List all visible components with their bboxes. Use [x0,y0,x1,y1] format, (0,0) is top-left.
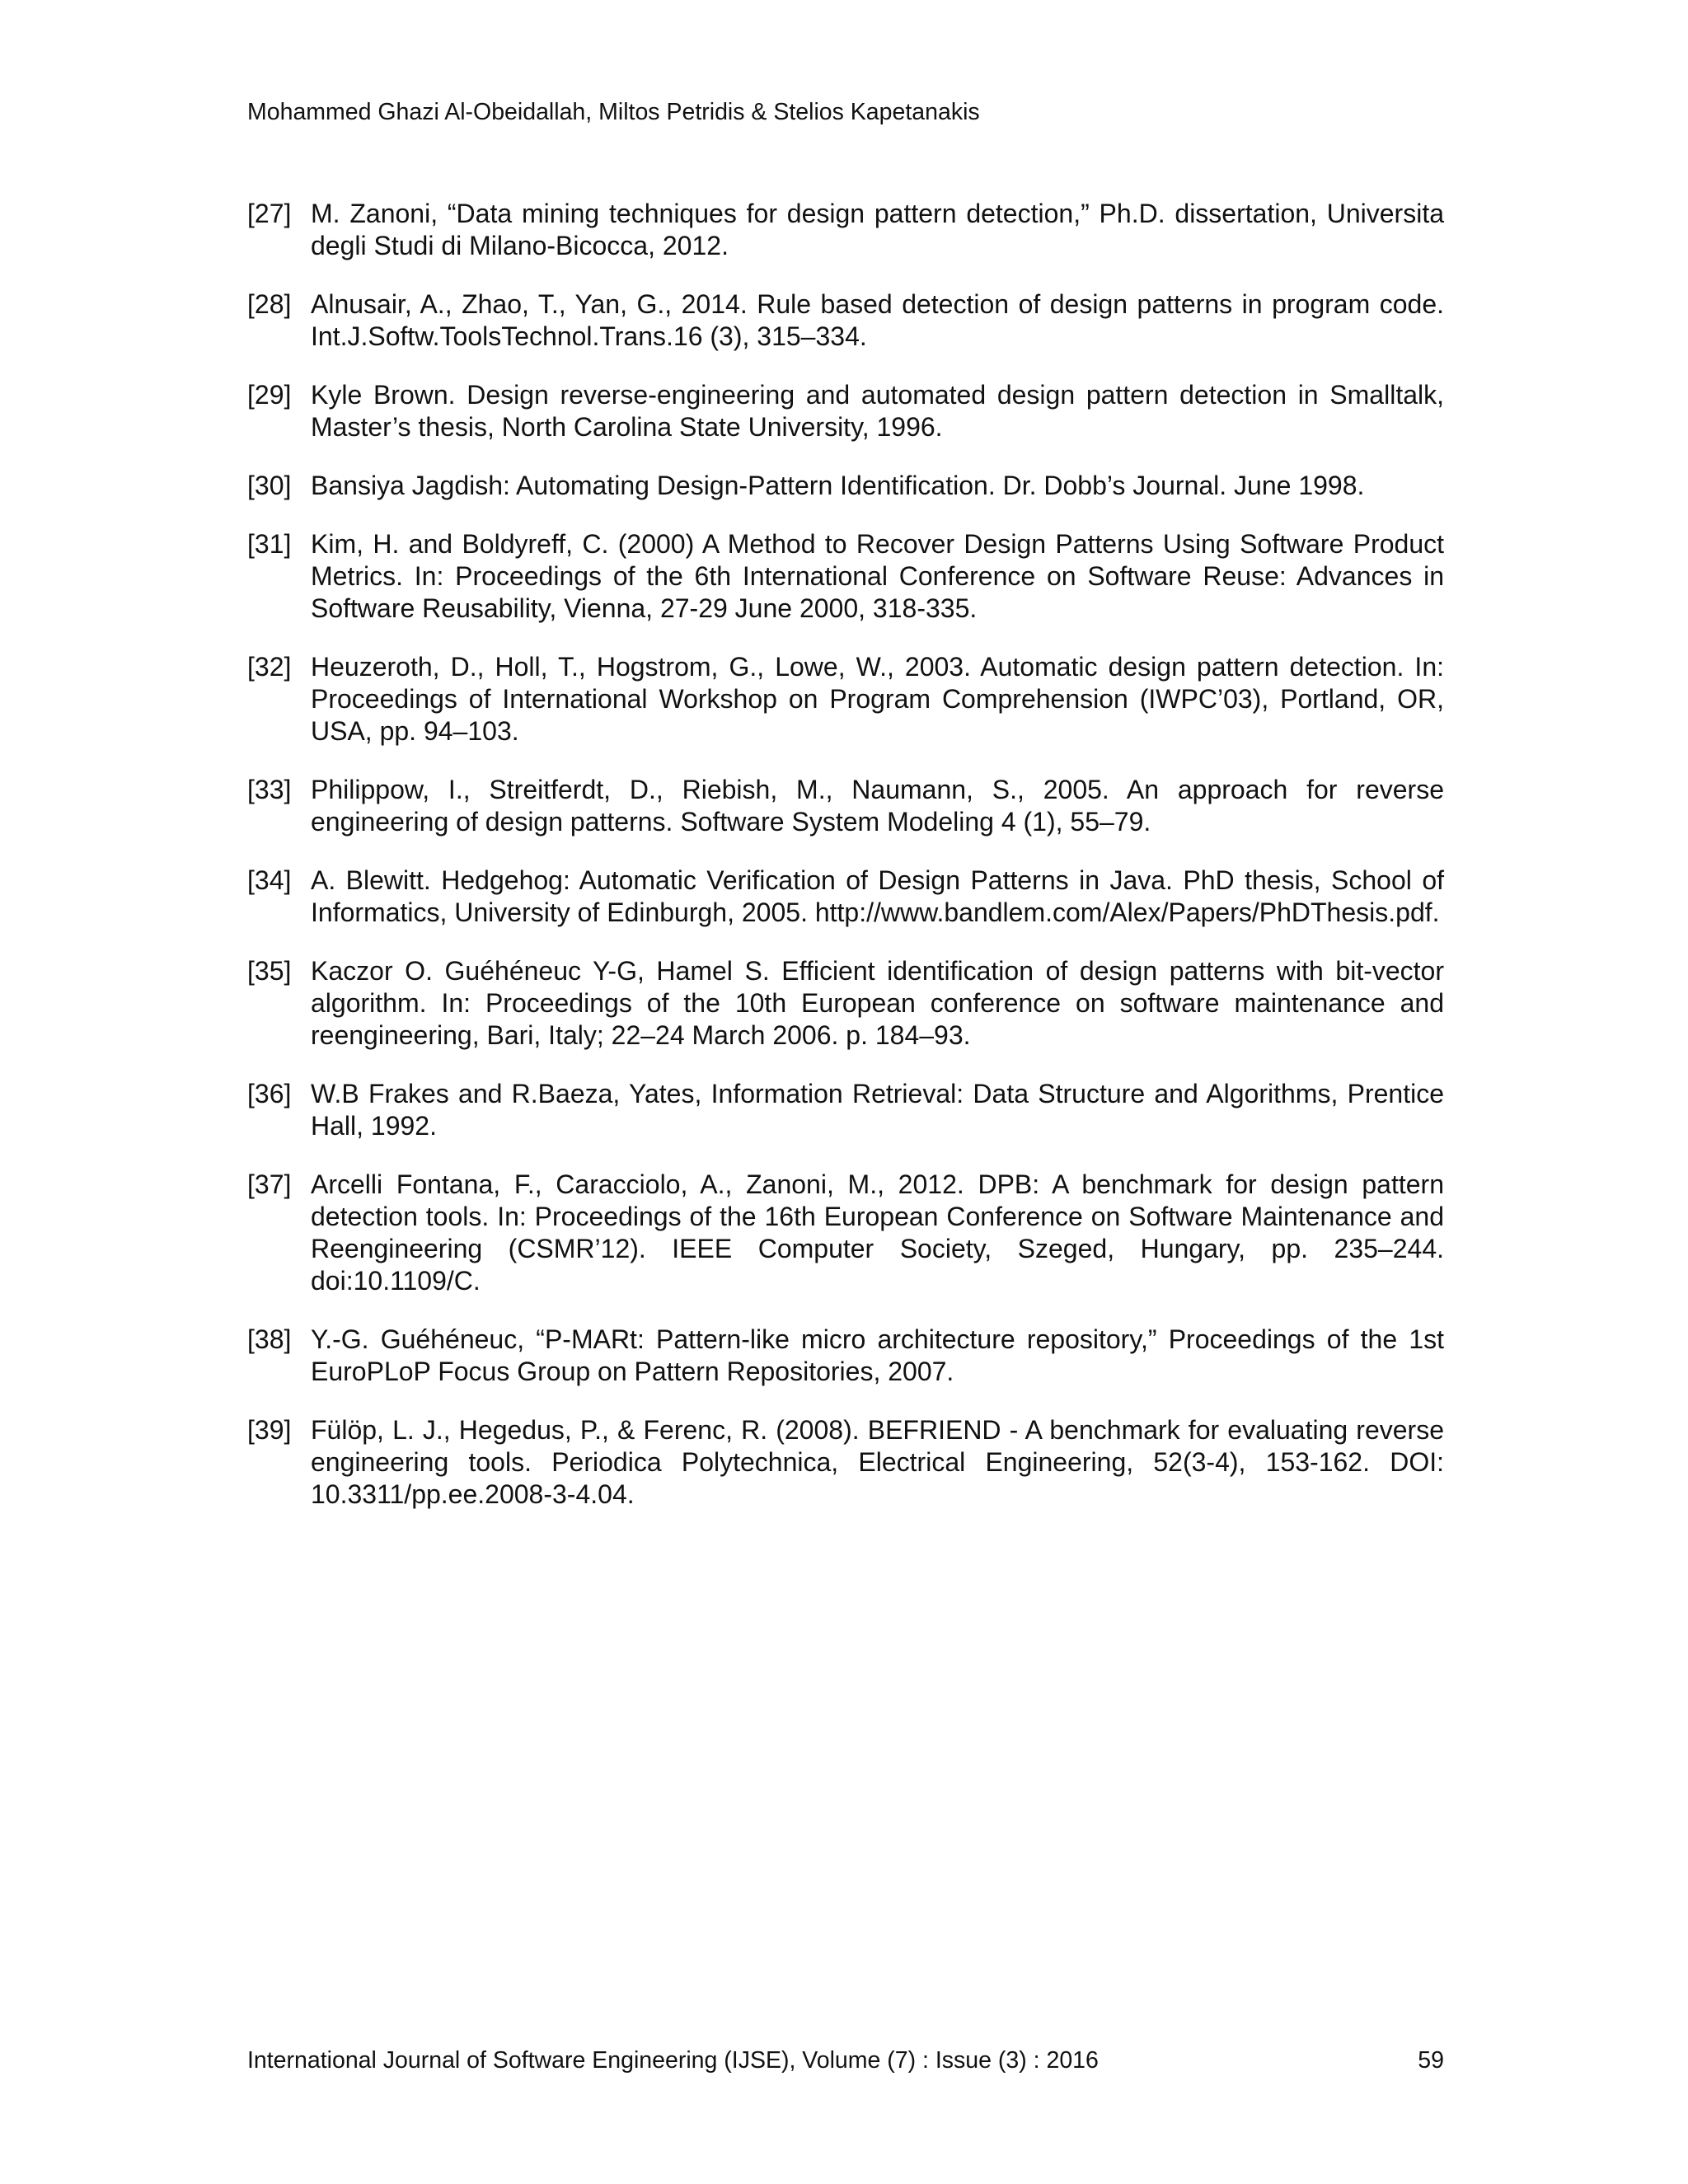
reference-item [247,955,1444,1052]
reference-number: [28] [247,289,292,319]
running-header-authors: Mohammed Ghazi Al-Obeidallah, Miltos Petridis & Stelios Kapetanakis [247,99,980,125]
reference-number: [32] [247,652,292,682]
reference-item [247,774,1444,838]
reference-number: [35] [247,956,292,986]
reference-number: [31] [247,529,292,559]
reference-item [247,379,1444,443]
reference-number: [29] [247,380,292,410]
reference-text: Philippow, I., Streitferdt, D., Riebish, M., Naumann, S., 2005. An approach for reverse engineering of design patterns. Software System Modeling 4 (1), 55–79. [311,775,1444,837]
reference-text: Alnusair, A., Zhao, T., Yan, G., 2014. Rule based detection of design patterns in program code. Int.J.Softw.ToolsTechnol.Trans.16 (3), 315–334. [311,289,1444,351]
footer-journal-info: International Journal of Software Engineering (IJSE), Volume (7) : Issue (3) : 2016 [247,2047,1099,2074]
reference-text: Y.-G. Guéhéneuc, “P-MARt: Pattern-like micro architecture repository,” Proceedings of the 1st EuroPLoP Focus Group on Pattern Repositories, 2007. [311,1324,1444,1386]
reference-item [247,1078,1444,1142]
reference-list [247,198,1444,1537]
reference-number: [33] [247,775,292,804]
reference-item [247,1169,1444,1297]
reference-number: [39] [247,1415,292,1445]
page-number: 59 [1418,2047,1444,2074]
reference-text: Kyle Brown. Design reverse-engineering and automated design pattern detection in Smalltalk, Master’s thesis, North Carolina State University, 1996. [311,380,1444,442]
reference-number: [37] [247,1169,292,1199]
reference-item [247,1414,1444,1511]
reference-item [247,651,1444,748]
reference-number: [30] [247,471,292,500]
reference-number: [36] [247,1079,292,1108]
reference-text: M. Zanoni, “Data mining techniques for design pattern detection,” Ph.D. dissertation, Universita degli Studi di Milano-Bicocca, 2012. [311,199,1444,260]
reference-number: [27] [247,199,292,228]
reference-item [247,865,1444,929]
reference-number: [38] [247,1324,292,1354]
reference-item [247,528,1444,625]
reference-item [247,1324,1444,1388]
reference-item [247,198,1444,262]
reference-text: Heuzeroth, D., Holl, T., Hogstrom, G., Lowe, W., 2003. Automatic design pattern detection. In: Proceedings of International Workshop on Program Comprehension (IWPC’03), Portland, OR, USA, pp. 94–103. [311,652,1444,746]
reference-text: Fülöp, L. J., Hegedus, P., & Ferenc, R. (2008). BEFRIEND - A benchmark for evaluating reverse engineering tools. Periodica Polytechnica, Electrical Engineering, 52(3-4), 153-162. DOI: 10.3311/pp.ee.2008-3-4.04. [311,1415,1444,1509]
reference-number: [34] [247,865,292,895]
reference-text: Arcelli Fontana, F., Caracciolo, A., Zanoni, M., 2012. DPB: A benchmark for design pattern detection tools. In: Proceedings of the 16th European Conference on Software Maintenance and Reengineering (CSMR’12). IEEE Computer Society, Szeged, Hungary, pp. 235–244. doi:10.1109/C. [311,1169,1444,1296]
reference-text: A. Blewitt. Hedgehog: Automatic Verification of Design Patterns in Java. PhD thesis, School of Informatics, University of Edinburgh, 2005. http://www.bandlem.com/Alex/Papers/PhDThesis.pdf. [311,865,1444,927]
reference-text: Kaczor O. Guéhéneuc Y-G, Hamel S. Efficient identification of design patterns with bit-vector algorithm. In: Proceedings of the 10th European conference on software maintenance and reengineering, Bari, Italy; 22–24 March 2006. p. 184–93. [311,956,1444,1050]
reference-item [247,288,1444,353]
reference-text: Bansiya Jagdish: Automating Design-Pattern Identification. Dr. Dobb’s Journal. June 1998. [311,471,1365,500]
reference-item [247,470,1444,502]
reference-text: W.B Frakes and R.Baeza, Yates, Information Retrieval: Data Structure and Algorithms, Prentice Hall, 1992. [311,1079,1444,1141]
reference-text: Kim, H. and Boldyreff, C. (2000) A Method to Recover Design Patterns Using Software Product Metrics. In: Proceedings of the 6th International Conference on Software Reuse: Advances in Software Reusability, Vienna, 27-29 June 2000, 318-335. [311,529,1444,623]
